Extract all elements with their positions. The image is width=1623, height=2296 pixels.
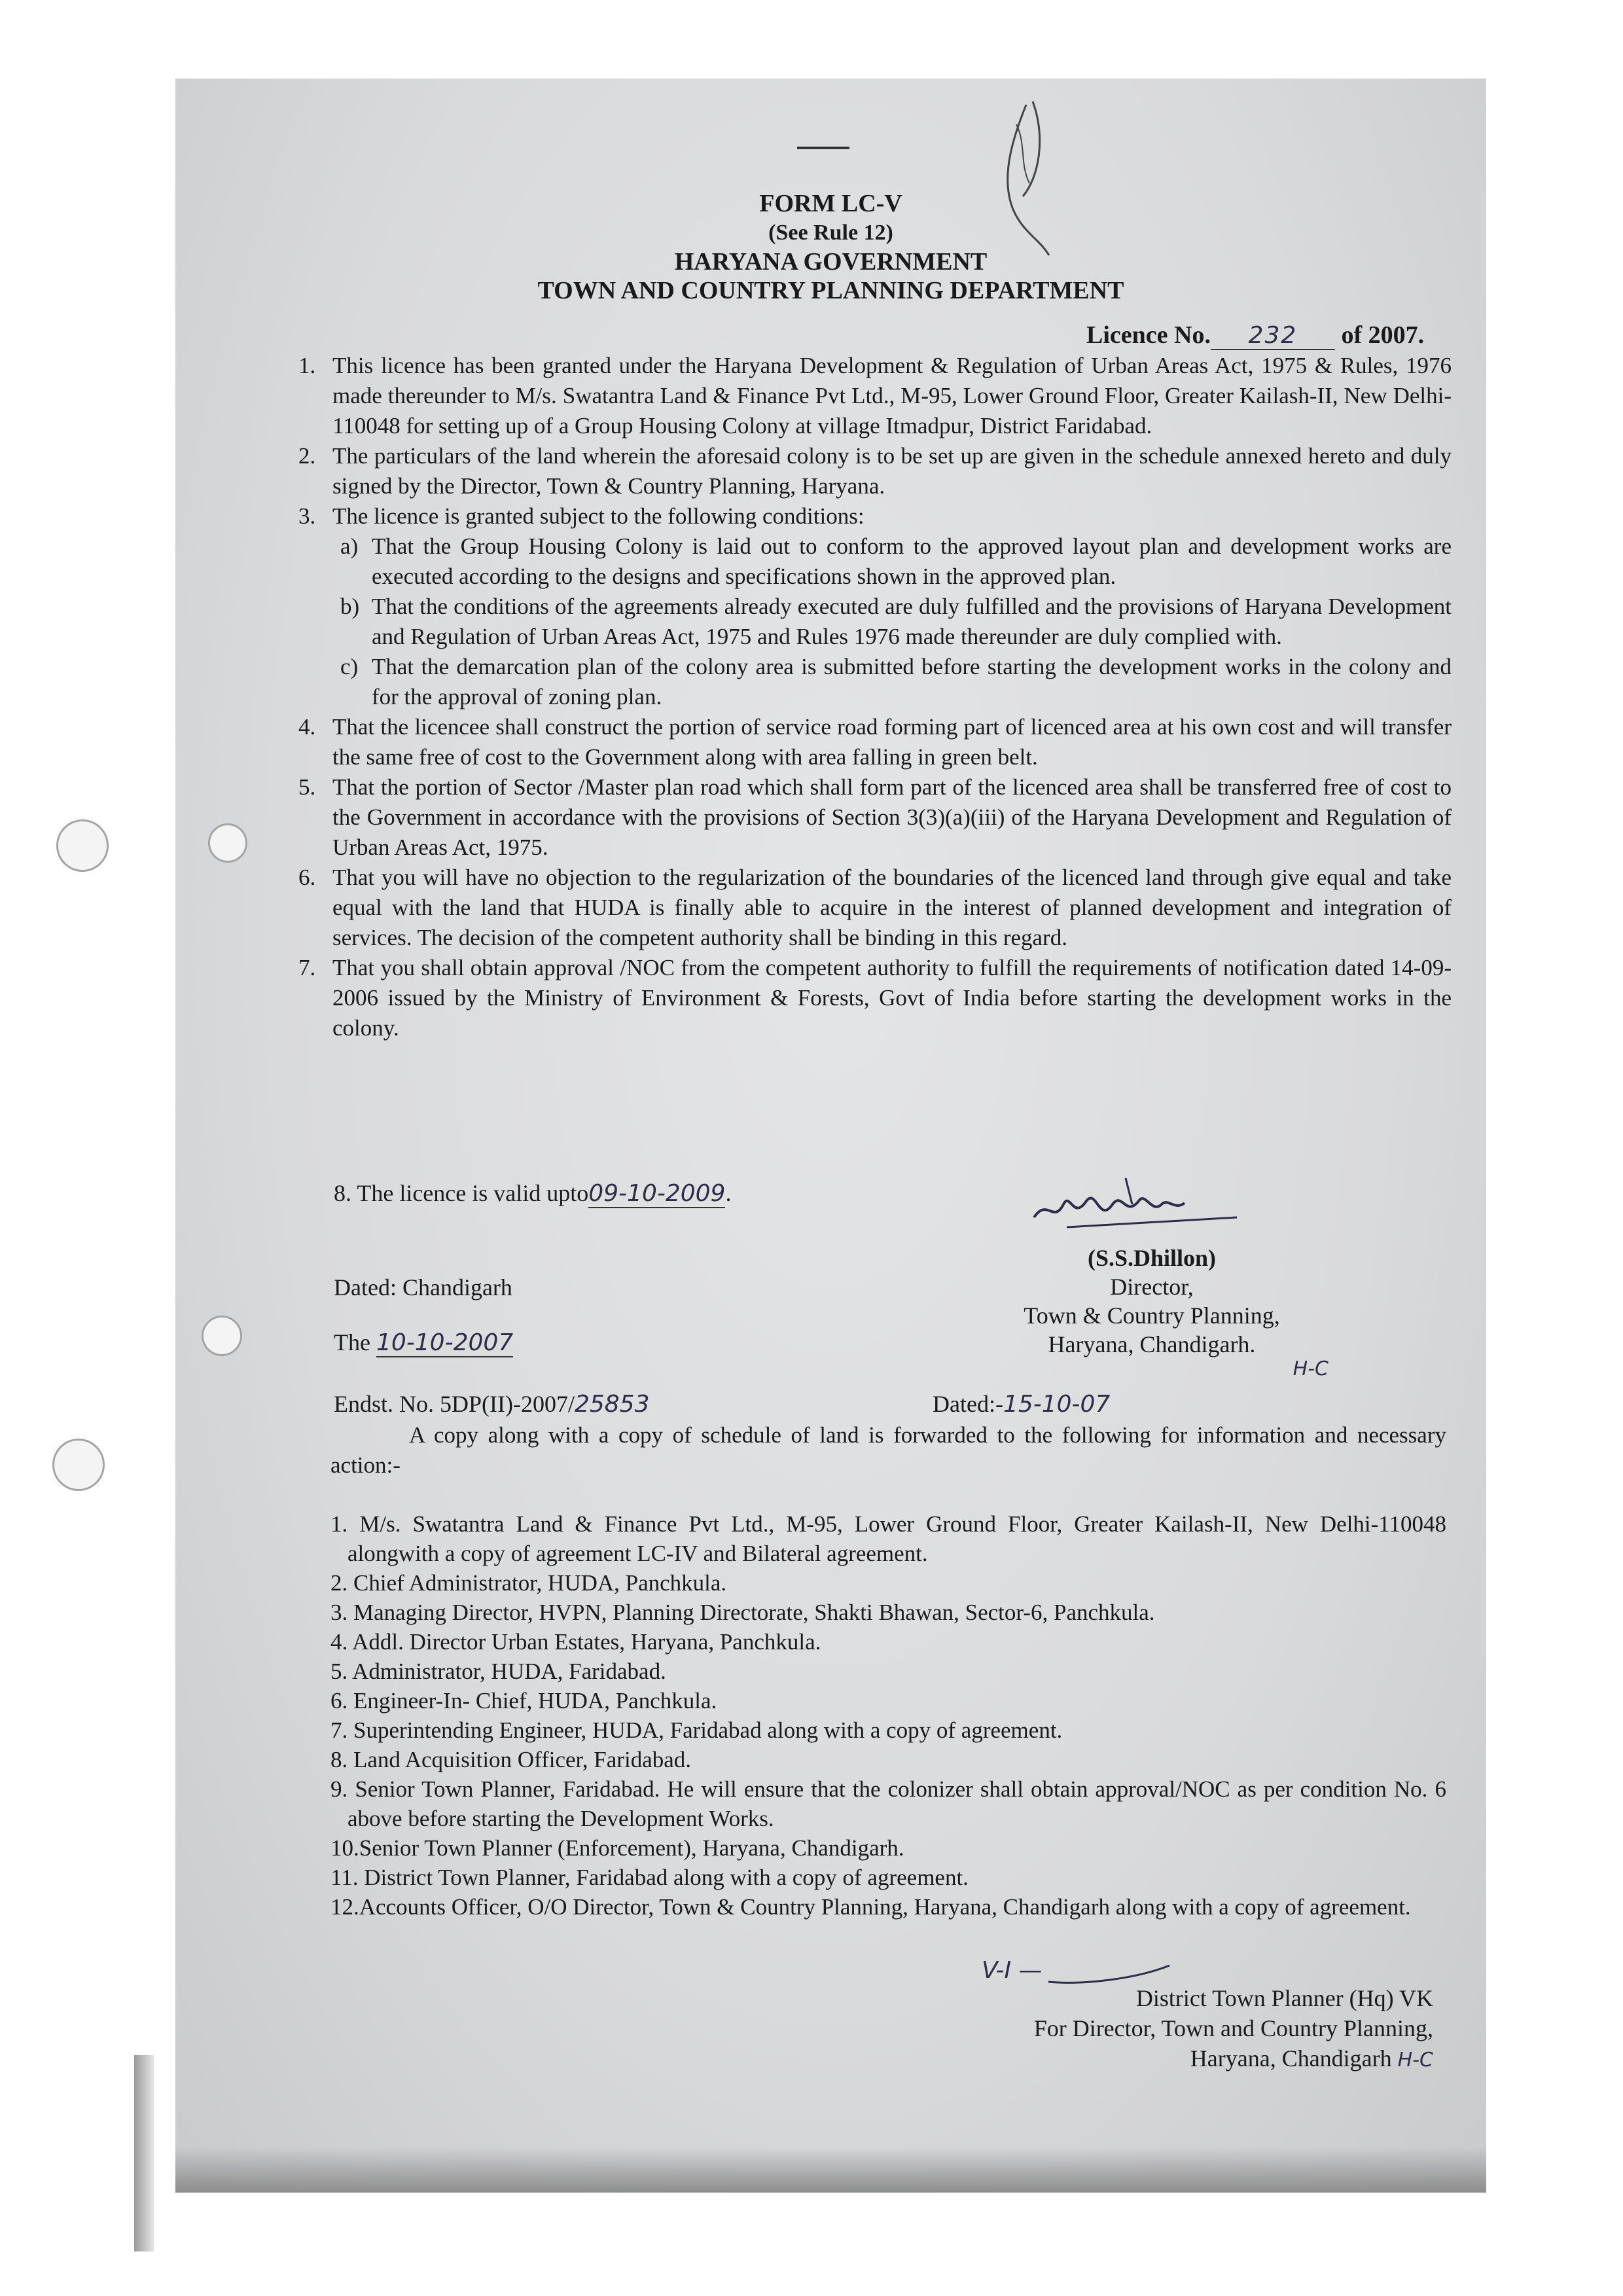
condition-item: 7. That you shall obtain approval /NOC from the competent authority to fulfill the requirements of notification dated 14-09-2006 issued by the Ministry of Environment & Forests, Govt of India before starting the development works in the colony. xyxy=(298,955,1452,1041)
endorsement-handwritten-date: 15-10-07 xyxy=(1003,1391,1111,1418)
footer-line-2: For Director, Town and Country Planning, xyxy=(1033,2015,1433,2041)
recipient-item: 9. Senior Town Planner, Faridabad. He will ensure that the colonizer shall obtain approval/NOC as per condition No. 6 above before starting the Development Works. xyxy=(330,1776,1446,1831)
footer-line-3: Haryana, Chandigarh H-C xyxy=(1190,2045,1433,2072)
licence-label: Licence No. xyxy=(1086,321,1211,349)
scan-edge-shadow xyxy=(134,2055,154,2251)
recipient-item: 7. Superintending Engineer, HUDA, Faridabad along with a copy of agreement. xyxy=(330,1717,1063,1743)
recipient-item: 8. Land Acquisition Officer, Faridabad. xyxy=(330,1747,692,1772)
issue-date: 10-10-2007 xyxy=(376,1329,514,1356)
condition-item: 4. That the licencee shall construct the portion of service road forming part of licenced area at his own cost and will transfer the same free of cost to the Government along with area falling in green belt. xyxy=(298,714,1452,770)
header-dash xyxy=(797,147,849,149)
form-title: FORM LC-V xyxy=(759,190,902,217)
condition-item: 2. The particulars of the land wherein the aforesaid colony is to be set up are given in the schedule annexed hereto and duly signed by the Director, Town & Country Planning, Haryana. xyxy=(298,443,1452,499)
recipient-item: 6. Engineer-In- Chief, HUDA, Panchkula. xyxy=(330,1688,717,1713)
validity-line: 8. The licence is valid upto09-10-2009. xyxy=(334,1180,732,1207)
endorsement-handwritten-number: 25853 xyxy=(574,1391,650,1418)
punch-hole xyxy=(208,823,247,863)
recipient-item: 12.Accounts Officer, O/O Director, Town & Country Planning, Haryana, Chandigarh along with a copy of agreement. xyxy=(330,1894,1411,1920)
signatory-location: Haryana, Chandigarh. xyxy=(1048,1331,1256,1357)
department-heading: TOWN AND COUNTRY PLANNING DEPARTMENT xyxy=(537,277,1124,304)
licence-number-line xyxy=(1086,321,1424,350)
condition-item: 5. That the portion of Sector /Master plan road which shall form part of the licenced area shall be transferred free of cost to the Government in accordance with the provisions of Section 3(3)(a)(iii) of the Haryana Development and Regulation of Urban Areas Act, 1975. xyxy=(298,774,1452,860)
signatory-department: Town & Country Planning, xyxy=(1024,1302,1280,1329)
condition-item: 6. That you will have no objection to the regularization of the boundaries of the licenced land through give equal and take equal with the land that HUDA is finally able to acquire in the interest of planned development and integration of services. The decision of the competent authority shall be binding in this regard. xyxy=(298,865,1452,950)
subcondition-item: b) That the conditions of the agreements already executed are duly fulfilled and the provisions of Haryana Development and Regulation of Urban Areas Act, 1975 and Rules 1976 made thereunder are duly complied with. xyxy=(340,594,1452,649)
signatory-initials: H-C xyxy=(1293,1357,1329,1380)
recipient-item: 10.Senior Town Planner (Enforcement), Haryana, Chandigarh. xyxy=(330,1835,904,1861)
punch-hole xyxy=(52,1439,105,1491)
licence-year: of 2007. xyxy=(1341,321,1425,349)
recipient-item: 4. Addl. Director Urban Estates, Haryana, Panchkula. xyxy=(330,1629,821,1655)
government-heading: HARYANA GOVERNMENT xyxy=(674,248,988,276)
subcondition-item: a) That the Group Housing Colony is laid out to conform to the approved layout plan and development works are executed according to the designs and specifications shown in the approved plan. xyxy=(340,533,1452,589)
forwarding-note: A copy along with a copy of schedule of land is forwarded to the following for information and necessary action:- xyxy=(330,1422,1446,1478)
recipient-item: 2. Chief Administrator, HUDA, Panchkula. xyxy=(330,1570,727,1596)
recipient-item: 11. District Town Planner, Faridabad along with a copy of agreement. xyxy=(330,1865,969,1890)
validity-date: 09-10-2009 xyxy=(588,1180,726,1207)
recipient-item: 1. M/s. Swatantra Land & Finance Pvt Ltd., M-95, Lower Ground Floor, Greater Kailash-II, New Delhi-110048 alongwith a copy of agreement LC-IV and Bilateral agreement. xyxy=(330,1511,1446,1566)
form-header xyxy=(175,188,1486,305)
endorsement-date: Dated:-15-10-07 xyxy=(933,1391,1111,1418)
signatory-name: (S.S.Dhillon) xyxy=(1087,1245,1217,1271)
punch-hole xyxy=(56,819,109,872)
form-rule: (See Rule 12) xyxy=(768,221,893,245)
director-signature xyxy=(1027,1165,1250,1244)
footer-signature-mark: V-I — xyxy=(982,1957,1176,1992)
subcondition-list xyxy=(340,531,1452,712)
licence-number: 232 xyxy=(1211,322,1335,350)
scan-bottom-shadow xyxy=(175,2147,1486,2193)
recipient-item: 3. Managing Director, HVPN, Planning Directorate, Shakti Bhawan, Sector-6, Panchkula. xyxy=(330,1600,1155,1625)
footer-signatory xyxy=(916,1983,1433,2075)
signatory-block xyxy=(903,1244,1400,1384)
subcondition-item: c) That the demarcation plan of the colony area is submitted before starting the development works in the colony and for the approval of zoning plan. xyxy=(340,654,1452,709)
licence-conditions xyxy=(298,351,1452,1043)
footer-initials: H-C xyxy=(1397,2049,1433,2072)
recipient-list xyxy=(330,1509,1446,1922)
dated-place: Dated: Chandigarh xyxy=(334,1274,512,1300)
signatory-designation: Director, xyxy=(1110,1274,1194,1300)
condition-item: 3. The licence is granted subject to the following conditions: xyxy=(298,503,865,529)
condition-item: 1. This licence has been granted under the Haryana Development & Regulation of Urban Areas Act, 1975 & Rules, 1976 made thereunder to M/s. Swatantra Land & Finance Pvt Ltd., M-95, Lower Ground Floor, Greater Kailash-II, New Delhi-110048 for setting up of a Group Housing Colony at village Itmadpur, District Faridabad. xyxy=(298,353,1452,439)
punch-hole xyxy=(202,1316,242,1356)
footer-line-1: District Town Planner (Hq) VK xyxy=(1135,1985,1433,2011)
issue-date-line: The 10-10-2007 xyxy=(334,1329,514,1356)
recipient-item: 5. Administrator, HUDA, Faridabad. xyxy=(330,1659,666,1684)
endorsement-number: Endst. No. 5DP(II)-2007/25853 xyxy=(334,1391,650,1418)
